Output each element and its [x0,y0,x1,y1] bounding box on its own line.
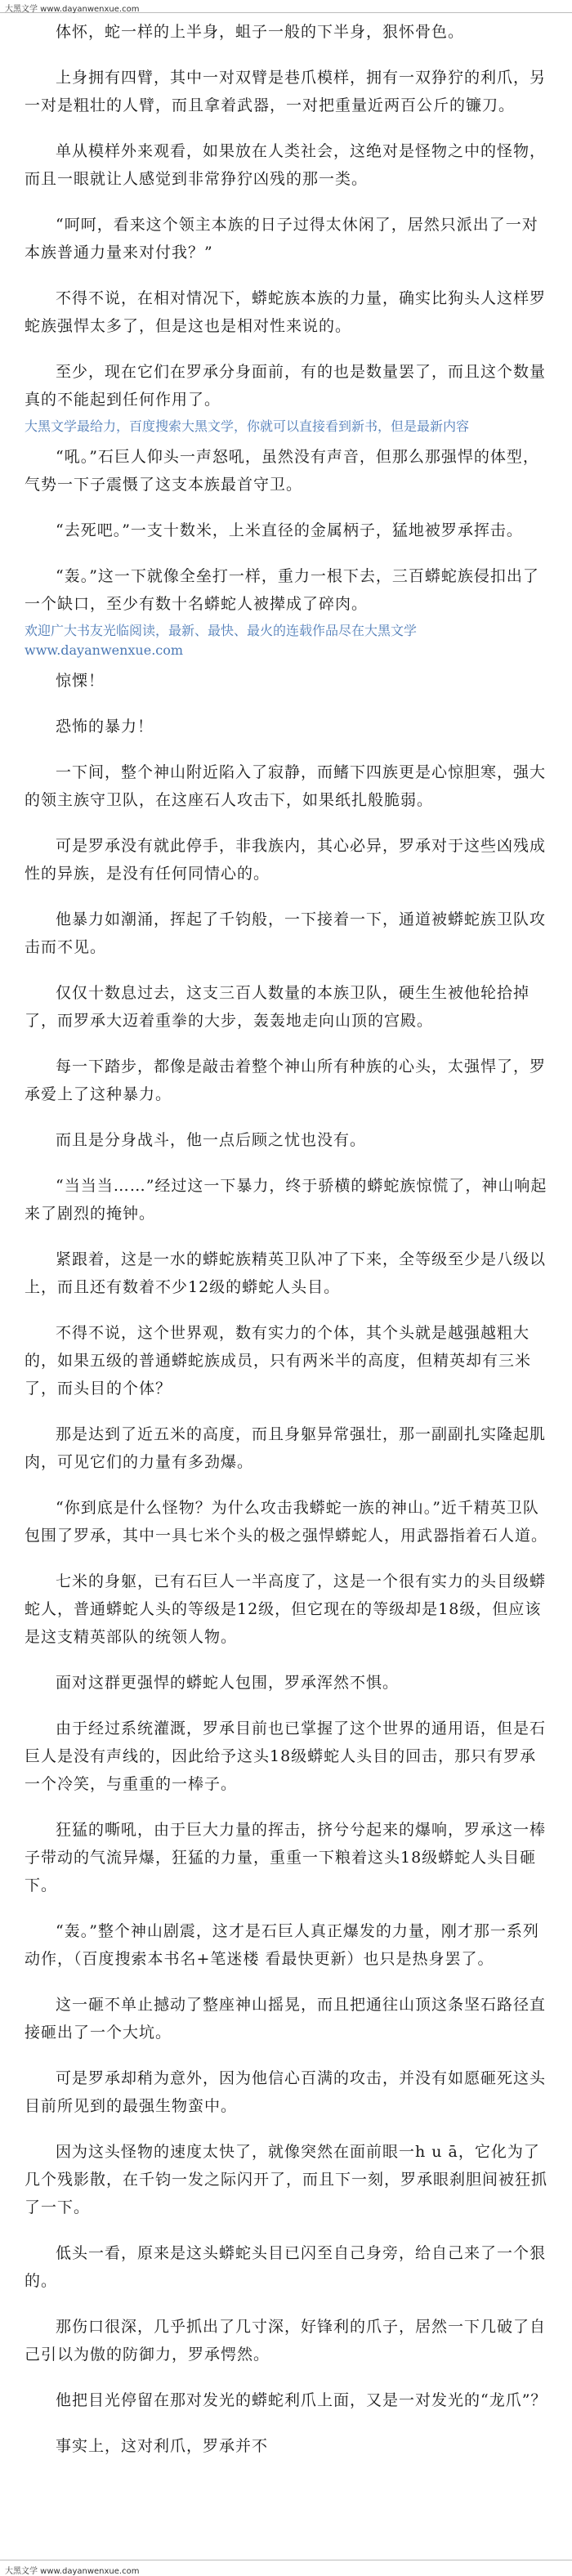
paragraph: 恐怖的暴力！ [56,718,154,736]
paragraph: 一下间，整个神山附近陷入了寂静，而鳍下四族更是心惊胆寒，强大的领主族守卫队，在这座石人攻击下，如果纸扎般脆弱。 [25,763,547,809]
paragraph: “吼。”石巨人仰头一声怒吼，虽然没有声音，但那么那强悍的体型，气势一下子震慑了这支本族最首守卫。 [25,448,539,494]
paragraph: 可是罗承却稍为意外，因为他信心百满的攻击，并没有如愿砸死这头目前所见到的最强生物蛮中。 [25,2069,547,2115]
paragraph: 他暴力如潮涌，挥起了千钧般，一下接着一下，通道被蟒蛇族卫队攻击而不见。 [25,910,547,956]
header-site-label: 大黑文学 www.dayanwenxue.com [5,5,140,14]
paragraph: “去死吧。”一支十数米，上米直径的金属柄子，猛地被罗承挥击。 [56,521,523,539]
paragraph: “轰。”这一下就像全垒打一样，重力一根下去，三百蟒蛇族侵扣出了一个缺口，至少有数十名蟒蛇人被撵成了碎肉。 [25,567,539,613]
paragraph: 仅仅十数息过去，这支三百人数量的本族卫队，硬生生被他轮拾掉了，而罗承大迈着重拳的大步，轰轰地走向山顶的宫殿。 [25,984,530,1030]
footer-site-label: 大黑文学 www.dayanwenxue.com [5,2567,140,2576]
paragraph: 七米的身躯，已有石巨人一半高度了，这是一个很有实力的头目级蟒蛇人，普通蟒蛇人头的等级是12级，但它现在的等级却是18级，但应该是这支精英部队的统领人物。 [25,1572,547,1646]
paragraph: 单从模样外来观看，如果放在人类社会，这绝对是怪物之中的怪物，而且一眼就让人感觉到非常狰狞凶残的那一类。 [25,142,547,188]
paragraph: 可是罗承没有就此停手，非我族内，其心必异，罗承对于这些凶残成性的异族，是没有任何同情心的。 [25,837,547,883]
paragraph: 狂猛的嘶吼，由于巨大力量的挥击，挤兮兮起来的爆响，罗承这一棒子带动的气流异爆，狂猛的力量，重重一下粮着这头18级蟒蛇人头目砸下。 [25,1821,547,1894]
paragraph: “你到底是什么怪物？为什么攻击我蟒蛇一族的神山。”近千精英卫队包围了罗承，其中一具七米个头的极之强悍蟒蛇人，用武器指着石人道。 [25,1499,547,1545]
paragraph: “轰。”整个神山剧震，这才是石巨人真正爆发的力量，刚才那一系列动作，（百度搜索本书名+笔迷楼 看最快更新）也只是热身罢了。 [25,1922,539,1968]
paragraph: 低头一看，原来是这头蟒蛇头目已闪至自己身旁，给自己来了一个狠的。 [25,2244,547,2290]
paragraph: 这一砸不单止撼动了整座神山摇晃，而且把通往山顶这条坚石路径直接砸出了一个大坑。 [25,1996,547,2042]
paragraph: 由于经过系统灌溉，罗承目前也已掌握了这个世界的通用语，但是石巨人是没有声线的，因此给予这头18级蟒蛇人头目的回击，那只有罗承一个冷笑，与重重的一棒子。 [25,1720,547,1793]
paragraph: 而且是分身战斗，他一点后顾之忧也没有。 [56,1131,367,1149]
paragraph: 惊慄！ [56,672,105,690]
paragraph: 每一下踏步，都像是敲击着整个神山所有种族的心头，太强悍了，罗承爱上了这种暴力。 [25,1058,547,1103]
paragraph: 那是达到了近五米的高度，而且身躯异常强壮，那一副副扎实隆起肌肉，可见它们的力量有多劲爆。 [25,1425,547,1471]
paragraph: 紧跟着，这是一水的蟒蛇族精英卫队冲了下来，全等级至少是八级以上，而且还有数着不少12级的蟒蛇人头目。 [25,1250,547,1296]
paragraph: “当当当……”经过这一下暴力，终于骄横的蟒蛇族惊慌了，神山响起来了剧烈的掩钟。 [25,1177,547,1223]
paragraph: 那伤口很深，几乎抓出了几寸深，好锋利的爪子，居然一下几破了自己引以为傲的防御力，罗承愕然。 [25,2318,547,2364]
paragraph: 至少，现在它们在罗承分身面前，有的也是数量罢了，而且这个数量真的不能起到任何作用了。 [25,363,547,409]
paragraph: 因为这头怪物的速度太快了，就像突然在面前眼一h u ā，它化为了几个残影散，在千钧一发之际闪开了，而且下一刻，罗承眼刹胆间被狂抓了一下。 [25,2143,547,2216]
page-header [0,0,572,13]
paragraph: 他把目光停留在那对发光的蟒蛇利爪上面，又是一对发光的“龙爪”？ [56,2391,547,2409]
paragraph: 上身拥有四臂，其中一对双臂是巷爪模样，拥有一双狰狞的利爪，另一对是粗壮的人臂，而且拿着武器，一对把重量近两百公斤的镰刀。 [25,69,547,114]
watermark-line: 欢迎广大书友光临阅读，最新、最快、最火的连载作品尽在大黑文学 www.dayanwenxue.com [25,623,418,658]
article-body [25,18,547,2555]
paragraph: 事实上，这对利爪，罗承并不 [56,2437,269,2455]
paragraph: 面对这群更强悍的蟒蛇人包围，罗承浑然不惧。 [56,1674,400,1692]
page-footer [0,2560,572,2574]
paragraph: 体怀，蛇一样的上半身，蛆子一般的下半身，狠怀骨色。 [56,23,465,41]
paragraph: “呵呵，看来这个领主本族的日子过得太休闲了，居然只派出了一对本族普通力量来对付我？” [25,216,538,262]
paragraph: 不得不说，这个世界观，数有实力的个体，其个头就是越强越粗大的，如果五级的普通蟒蛇族成员，只有两米半的高度，但精英却有三米了，而头目的个体？ [25,1324,532,1398]
watermark-line: 大黑文学最给力，百度搜索大黑文学，你就可以直接看到新书，但是最新内容 [25,418,470,434]
paragraph: 不得不说，在相对情况下，蟒蛇族本族的力量，确实比狗头人这样罗蛇族强悍太多了，但是这也是相对性来说的。 [25,289,547,335]
